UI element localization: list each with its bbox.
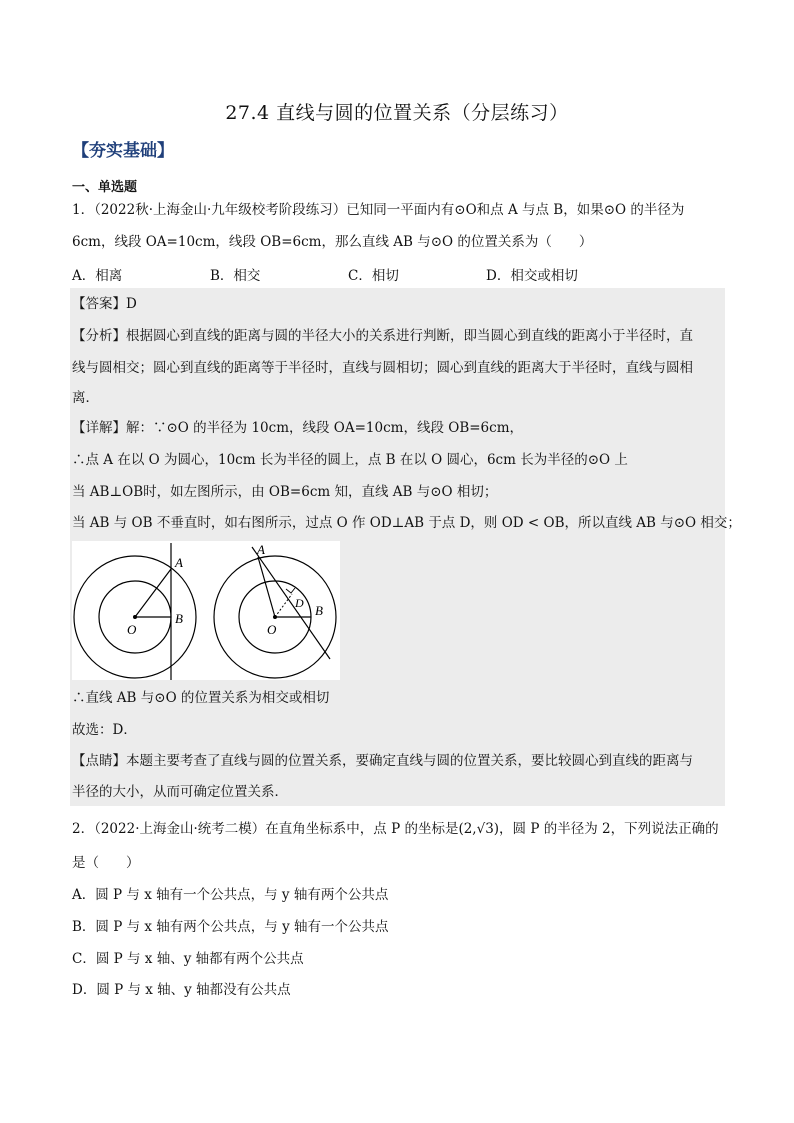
- right-label-a: A: [257, 542, 265, 557]
- q2-option-a: A．圆 P 与 x 轴有一个公共点，与 y 轴有两个公共点: [72, 887, 389, 903]
- page-title: 27.4 直线与圆的位置关系（分层练习）: [225, 102, 569, 124]
- left-label-b: B: [175, 611, 183, 626]
- q1-detail-line3: 当 AB⊥OB时，如左图所示，由 OB=6cm 知，直线 AB 与⊙O 相切；: [72, 484, 498, 500]
- q1-analysis-line2: 线与圆相交；圆心到直线的距离等于半径时，直线与圆相切；圆心到直线的距离大于半径时，直线与圆相: [72, 360, 693, 376]
- q1-option-c: C．相切: [348, 268, 399, 284]
- q2-option-b: B．圆 P 与 x 轴有两个公共点，与 y 轴有一个公共点: [72, 919, 389, 935]
- left-label-o: O: [127, 622, 137, 637]
- left-label-a: A: [175, 555, 183, 570]
- q2-stem-line1: 2．（2022·上海金山·统考二模）在直角坐标系中，点 P 的坐标是(2,√3)，圆 P 的半径为 2，下列说法正确的: [72, 821, 719, 837]
- right-center-point: [273, 615, 277, 619]
- q1-detail-line4: 当 AB 与 OB 不垂直时，如右图所示，过点 O 作 OD⊥AB 于点 D，则 OD < OB，所以直线 AB 与⊙O 相交；: [72, 515, 741, 531]
- q1-option-b: B．相交: [210, 268, 261, 284]
- q1-answer: 【答案】D: [72, 296, 137, 312]
- right-label-d: D: [295, 596, 304, 610]
- q1-option-d: D．相交或相切: [486, 268, 578, 284]
- q1-analysis-line1: 【分析】根据圆心到直线的距离与圆的半径大小的关系进行判断，即当圆心到直线的距离小于半径时，直: [72, 328, 693, 344]
- circle-diagram: [72, 541, 340, 680]
- q2-option-c: C．圆 P 与 x 轴、y 轴都有两个公共点: [72, 951, 304, 967]
- left-center-point: [133, 615, 137, 619]
- q1-analysis-line3: 离．: [72, 390, 99, 406]
- circle-figure: [72, 541, 340, 680]
- right-angle-mark: [286, 588, 295, 593]
- q2-stem-line2: 是（ ）: [72, 855, 140, 871]
- q1-detail-line1: 【详解】解：∵⊙O 的半径为 10cm，线段 OA=10cm，线段 OB=6cm，: [72, 420, 524, 436]
- right-label-b: B: [315, 603, 323, 618]
- q1-comment-line2: 半径的大小，从而可确定位置关系．: [72, 784, 288, 800]
- q1-detail-line2: ∴点 A 在以 O 为圆心，10cm 长为半径的圆上，点 B 在以 O 圆心，6cm 长为半径的⊙O 上: [72, 452, 628, 468]
- q1-conclusion: ∴直线 AB 与⊙O 的位置关系为相交或相切: [72, 690, 330, 706]
- right-segment-oa: [258, 557, 275, 617]
- q1-option-a: A．相离: [72, 268, 123, 284]
- q2-option-d: D．圆 P 与 x 轴、y 轴都没有公共点: [72, 982, 291, 998]
- right-segment-od: [275, 594, 292, 617]
- q1-comment-line1: 【点睛】本题主要考查了直线与圆的位置关系，要确定直线与圆的位置关系，要比较圆心到直线的距离与: [72, 753, 693, 769]
- left-segment-oa: [135, 569, 171, 617]
- subsection-heading: 一、单选题: [72, 180, 138, 195]
- q1-stem-line2: 6cm，线段 OA=10cm，线段 OB=6cm，那么直线 AB 与⊙O 的位置关系为（ ）: [72, 234, 593, 250]
- section-heading: 【夯实基础】: [72, 141, 174, 161]
- right-label-o: O: [267, 622, 277, 637]
- q1-choose: 故选：D．: [72, 722, 137, 738]
- q1-stem-line1: 1．（2022秋·上海金山·九年级校考阶段练习）已知同一平面内有⊙O和点 A 与点 B，如果⊙O 的半径为: [72, 202, 685, 218]
